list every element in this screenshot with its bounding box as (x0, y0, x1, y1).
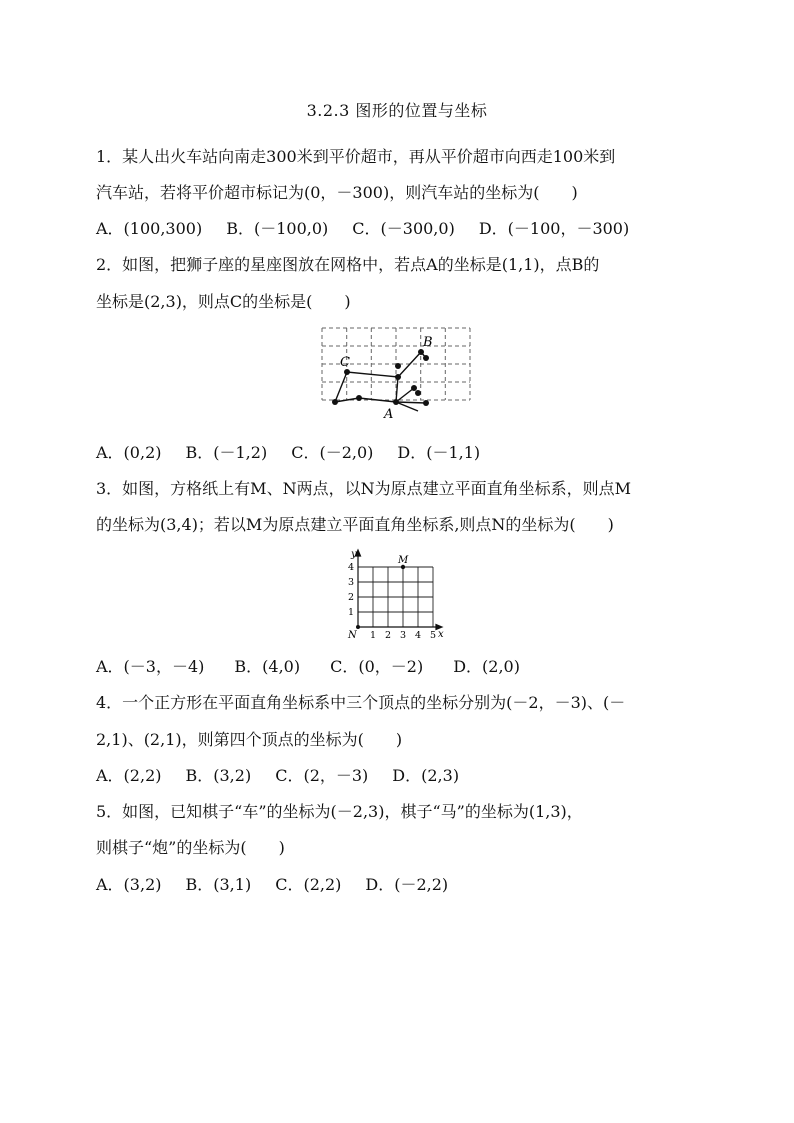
x-tick-label: 5 (429, 630, 437, 641)
option-a: A．(3,2) (96, 875, 162, 894)
y-tick-label: 2 (347, 592, 354, 603)
x-tick-label: 2 (384, 630, 392, 641)
x-tick-labels (370, 630, 436, 641)
y-tick-labels (348, 562, 354, 618)
option-b: B．(－100,0) (226, 219, 329, 238)
option-row (96, 655, 544, 679)
option-d: D．(－2,2) (365, 875, 449, 894)
y-axis-label: y (351, 549, 357, 560)
option-b: B．(3,2) (185, 766, 252, 785)
question-text: 汽车站，若将平价超市标记为(0，－300)，则汽车站的坐标为( ) (96, 183, 578, 202)
question-text: 则棋子“炮”的坐标为( ) (96, 838, 285, 857)
option-a: A．(100,300) (96, 219, 203, 238)
label-a: A (384, 407, 394, 422)
question-text: 的坐标为(3,4)；若以M为原点建立平面直角坐标系,则点N的坐标为( ) (96, 515, 614, 534)
option-c: C．(－300,0) (352, 219, 455, 238)
option-b: B．(4,0) (234, 657, 301, 676)
question-text: 5．如图，已知棋子“车”的坐标为(－2,3)，棋子“马”的坐标为(1,3)， (96, 802, 583, 821)
option-d: D．(－1,1) (397, 443, 481, 462)
x-tick-label: 4 (414, 630, 422, 641)
constellation-figure (318, 322, 476, 422)
page-title: 3.2.3 图形的位置与坐标 (306, 101, 488, 120)
label-c: C (340, 355, 350, 370)
option-a: A．(0,2) (96, 443, 162, 462)
coordinate-grid-figure (342, 548, 452, 640)
grid-lines (358, 567, 433, 627)
option-b: B．(－1,2) (185, 443, 268, 462)
option-row (96, 873, 472, 897)
question-text: 1．某人出火车站向南走300米到平价超市，再从平价超市向西走100米到 (96, 147, 616, 166)
label-b: B (423, 335, 433, 350)
question-text: 3．如图，方格纸上有M、N两点，以N为原点建立平面直角坐标系，则点M (96, 479, 631, 498)
option-c: C．(0，－2) (330, 657, 424, 676)
y-tick-label: 3 (347, 577, 354, 588)
option-d: D．(－100，－300) (478, 219, 630, 238)
option-c: C．(2，－3) (275, 766, 369, 785)
option-row (96, 217, 653, 241)
x-tick-label: 1 (369, 630, 377, 641)
question-text: 2,1)、(2,1)，则第四个顶点的坐标为( ) (96, 730, 403, 749)
origin-label: N (348, 630, 357, 641)
option-a: A．(－3，－4) (96, 657, 205, 676)
point-m-label: M (398, 555, 409, 566)
option-row (96, 764, 483, 788)
option-d: D．(2,0) (453, 657, 520, 676)
y-tick-label: 4 (347, 562, 354, 573)
option-row (96, 441, 504, 465)
question-text: 坐标是(2,3)，则点C的坐标是( ) (96, 292, 351, 311)
point-n (356, 625, 360, 629)
option-b: B．(3,1) (185, 875, 252, 894)
x-tick-label: 3 (399, 630, 407, 641)
option-c: C．(－2,0) (291, 443, 374, 462)
y-tick-label: 1 (347, 607, 354, 618)
option-d: D．(2,3) (392, 766, 460, 785)
question-text: 2．如图，把狮子座的星座图放在网格中，若点A的坐标是(1,1)，点B的 (96, 255, 600, 274)
x-axis-label: x (438, 629, 444, 640)
question-text: 4．一个正方形在平面直角坐标系中三个顶点的坐标分别为(－2，－3)、(－ (96, 693, 626, 712)
option-a: A．(2,2) (96, 766, 162, 785)
option-c: C．(2,2) (275, 875, 342, 894)
